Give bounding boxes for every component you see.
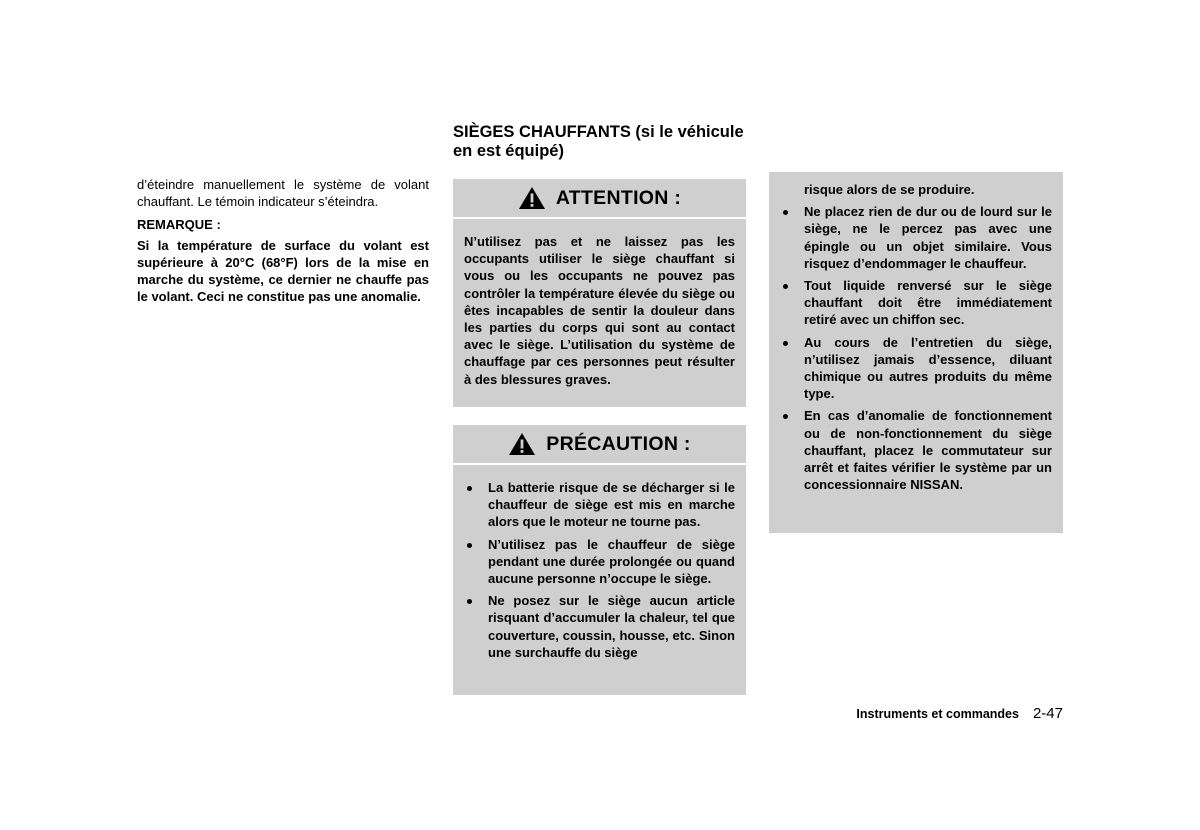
warning-triangle-icon xyxy=(508,432,536,456)
precaution-box xyxy=(453,425,746,695)
bullet-icon xyxy=(783,284,788,289)
list-item-text: En cas d’anomalie de fonctionnement ou de non-fonctionnement du siège chauffant, placez le commutateur sur arrêt et faites vérifier le système par un concessionnaire NISSAN. xyxy=(804,408,1052,493)
bullet-icon xyxy=(467,543,472,548)
intro-paragraph: d’éteindre manuellement le système de volant chauffant. Le témoin indicateur s’éteindra. xyxy=(137,177,429,209)
remarque-text: Si la température de surface du volant est supérieure à 20°C (68°F) lors de la mise en marche du système, ce dernier ne chauffe pas le volant. Ceci ne constitue pas une anomalie. xyxy=(137,238,429,304)
section-title: SIÈGES CHAUFFANTS (si le véhicule en est équipé) xyxy=(453,123,744,160)
bullet-icon xyxy=(783,414,788,419)
list-item-text: Ne placez rien de dur ou de lourd sur le siège, ne le percez pas avec une épingle ou un objet similaire. Vous risquez d’endommager le chauffeur. xyxy=(804,204,1052,271)
list-item-text: Tout liquide renversé sur le siège chauffant doit être immédiatement retiré avec un chiffon sec. xyxy=(804,278,1052,328)
attention-label: ATTENTION : xyxy=(555,186,682,209)
attention-box xyxy=(453,179,746,407)
list-item xyxy=(780,203,1052,272)
chapter-title: Instruments et commandes xyxy=(856,707,1019,721)
bullet-icon xyxy=(783,210,788,215)
list-item xyxy=(464,479,735,531)
bullet-icon xyxy=(467,599,472,604)
precaution-header xyxy=(453,425,746,465)
warning-triangle-icon xyxy=(518,186,546,210)
precaution-label: PRÉCAUTION : xyxy=(546,432,691,455)
list-item-text: La batterie risque de se décharger si le chauffeur de siège est mis en marche alors que le moteur ne tourne pas. xyxy=(488,480,735,530)
list-item xyxy=(780,277,1052,329)
left-column xyxy=(137,176,429,305)
attention-body xyxy=(453,219,746,388)
page-footer xyxy=(856,705,1063,722)
list-item xyxy=(464,592,735,661)
bullet-icon xyxy=(783,341,788,346)
precaution-continued-body xyxy=(769,172,1063,493)
remarque-label: REMARQUE : xyxy=(137,217,221,232)
list-item xyxy=(780,334,1052,403)
precaution-continued-box xyxy=(769,172,1063,533)
bullet-icon xyxy=(467,486,472,491)
page-number: 2-47 xyxy=(1032,705,1063,722)
attention-header xyxy=(453,179,746,219)
continued-first-line: risque alors de se produire. xyxy=(804,182,975,197)
list-item xyxy=(464,536,735,588)
precaution-list xyxy=(464,479,735,661)
precaution-continued-list xyxy=(780,203,1052,493)
list-item-text: Ne posez sur le siège aucun article risquant d’accumuler la chaleur, tel que couverture, coussin, housse, etc. Sinon une surchauffe du siège xyxy=(488,593,735,660)
precaution-body xyxy=(453,465,746,661)
list-item xyxy=(780,407,1052,493)
list-item-text: N’utilisez pas le chauffeur de siège pendant une durée prolongée ou quand aucune personne n’occupe le siège. xyxy=(488,536,735,587)
list-item-text: Au cours de l’entretien du siège, n’utilisez jamais d’essence, diluant chimique ou autres produits du même type. xyxy=(804,334,1052,402)
attention-text: N’utilisez pas et ne laissez pas les occupants utiliser le siège chauffant si vous ou les occupants ne pouvez pas contrôler la température élevée du siège ou êtes incapables de sentir la douleur dans les parties du corps qui sont au contact avec le siège. L’utilisation du système de chauffage par ces personnes peut résulter à des blessures graves. xyxy=(464,234,735,387)
